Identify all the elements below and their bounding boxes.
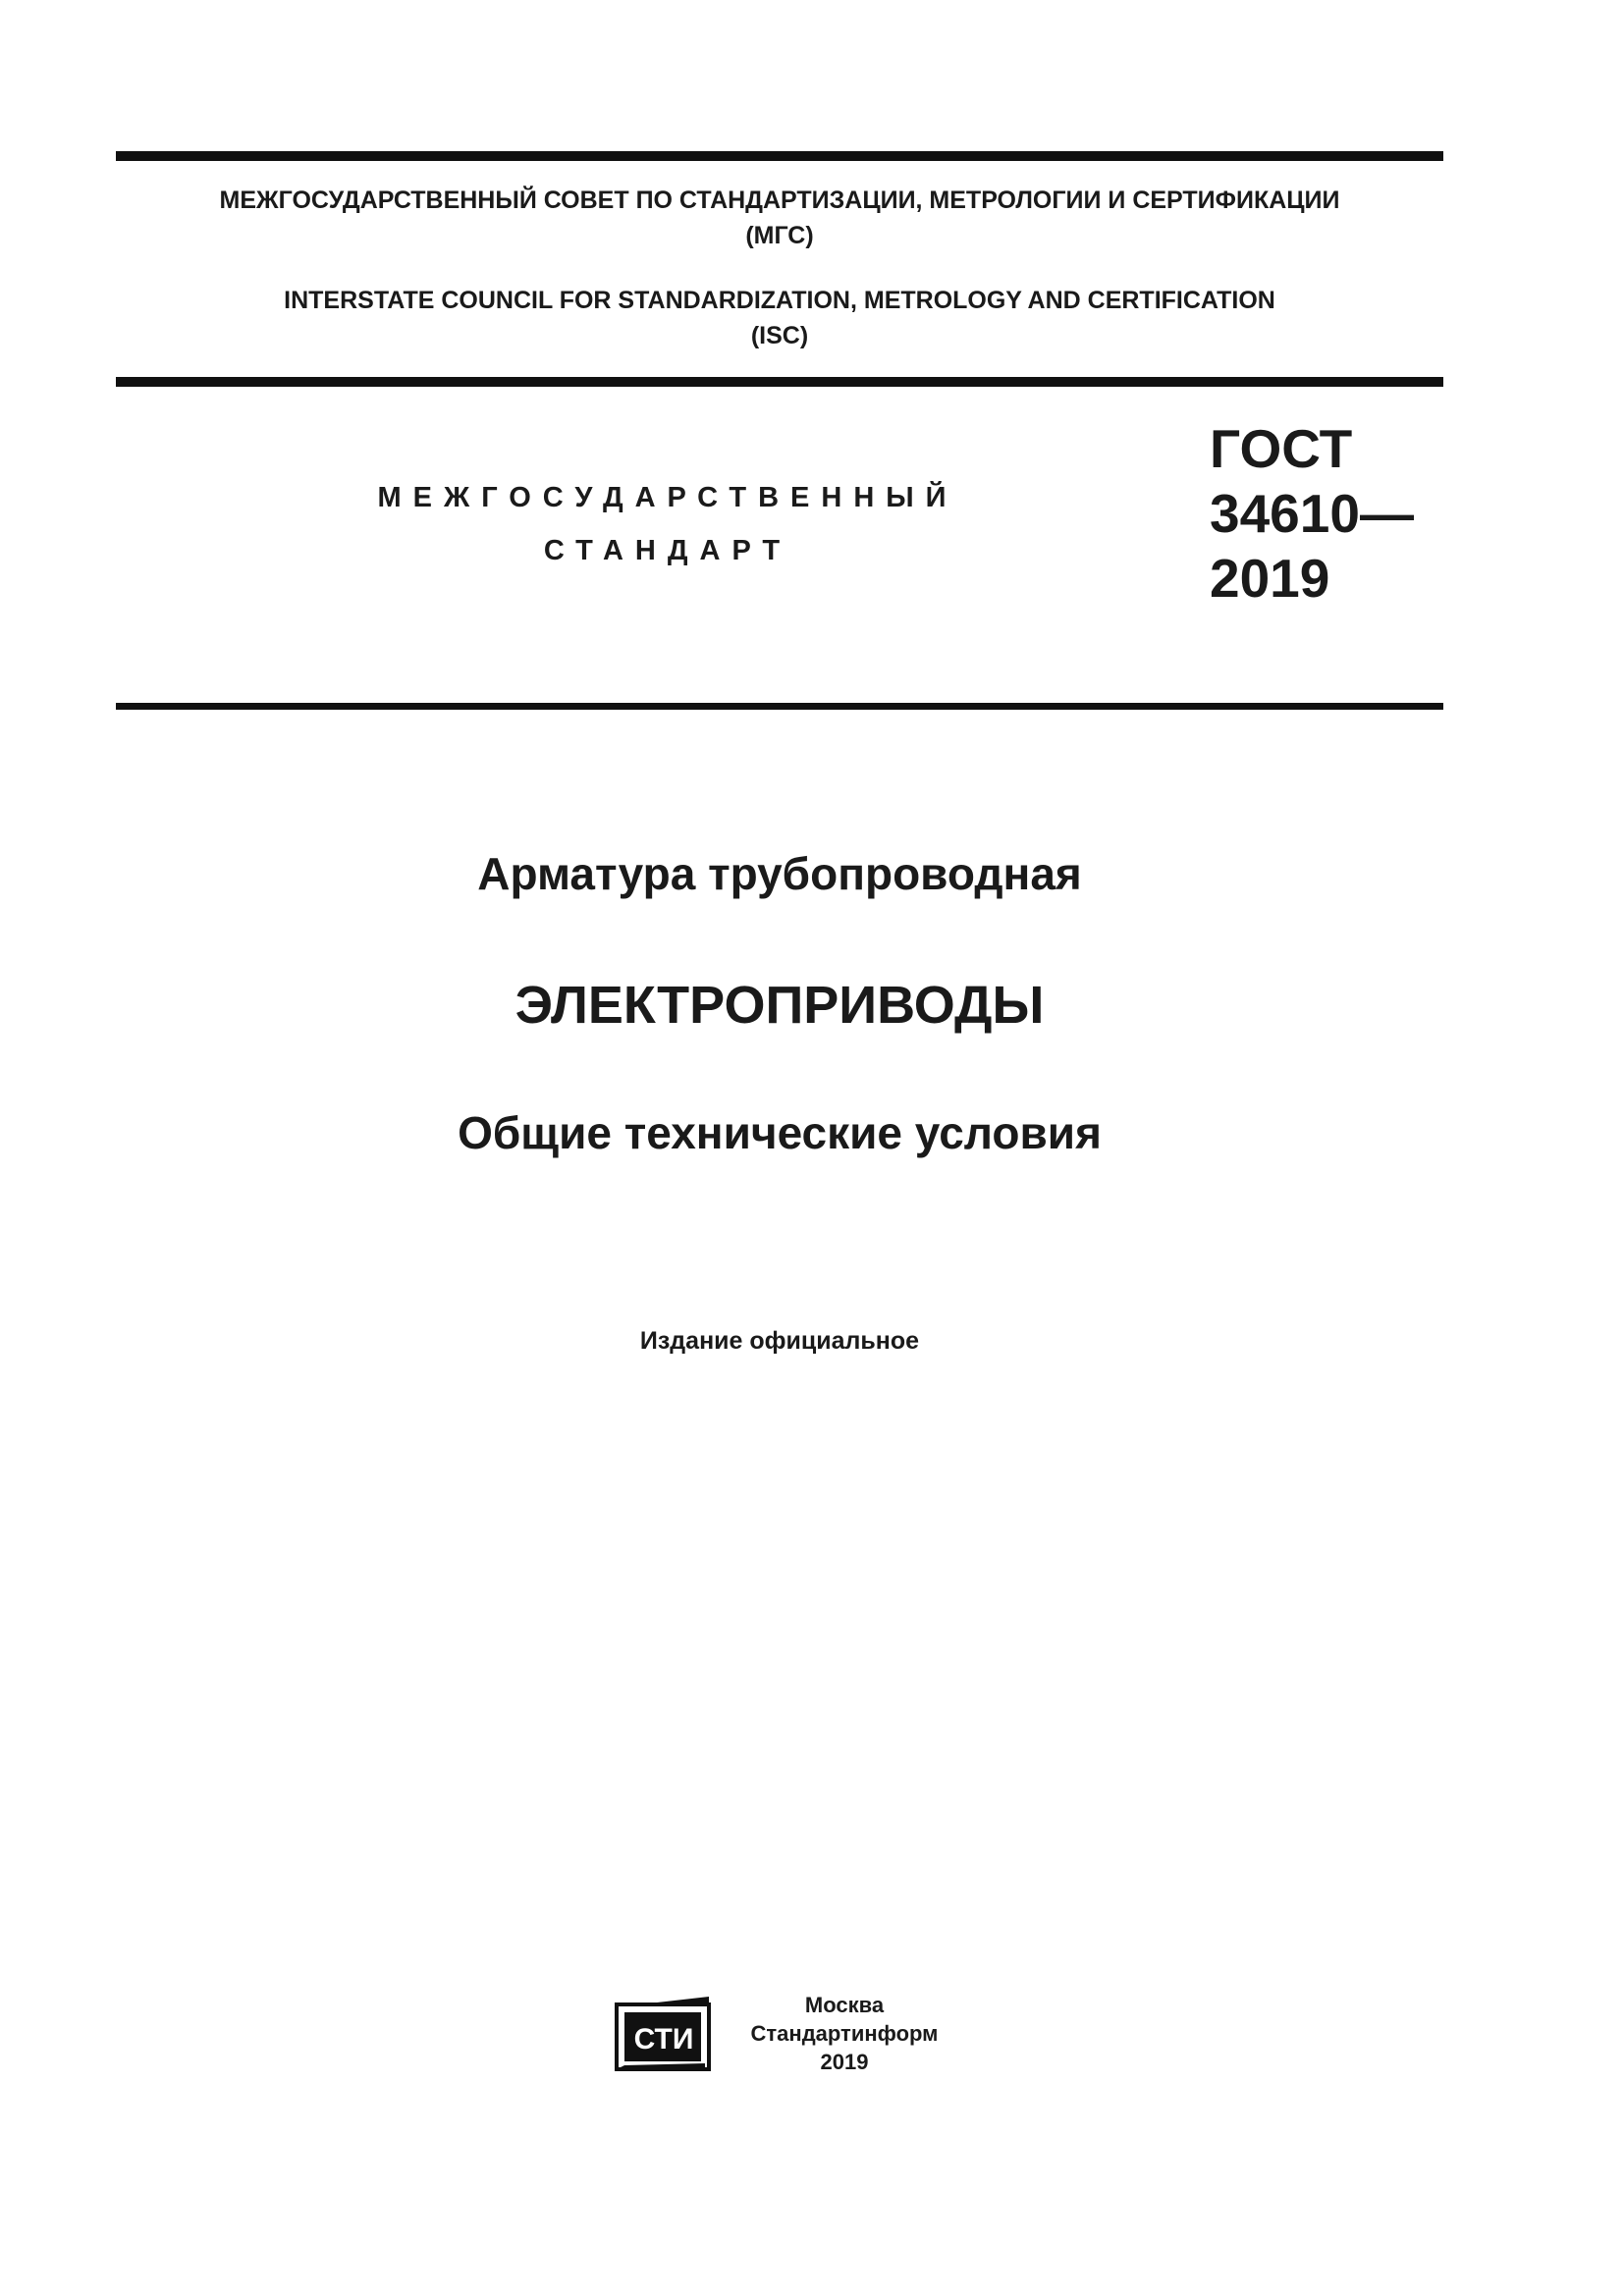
top-rule — [116, 151, 1443, 161]
standard-type-line2: СТАНДАРТ — [543, 535, 792, 566]
council-ru-line1: МЕЖГОСУДАРСТВЕННЫЙ СОВЕТ ПО СТАНДАРТИЗАЦИИ, МЕТРОЛОГИИ И СЕРТИФИКАЦИИ — [219, 187, 1340, 214]
designation-line1: ГОСТ — [1210, 418, 1353, 479]
publisher-name: Стандартинформ — [750, 2021, 939, 2046]
publisher-year: 2019 — [820, 2050, 869, 2074]
council-en-abbr: (ISC) — [750, 322, 809, 349]
publisher-block — [727, 1991, 962, 2076]
standard-type — [295, 471, 1041, 577]
header-bottom-rule — [116, 377, 1443, 387]
council-name-en — [116, 283, 1443, 353]
standartinform-logo-icon — [615, 1995, 711, 2071]
council-name-ru — [116, 183, 1443, 253]
council-en-line1: INTERSTATE COUNCIL FOR STANDARDIZATION, METROLOGY AND CERTIFICATION — [284, 287, 1275, 314]
council-ru-abbr: (МГС) — [745, 222, 814, 249]
document-title-line2: ЭЛЕКТРОПРИВОДЫ — [514, 976, 1045, 1035]
standard-type-line1: МЕЖГОСУДАРСТВЕННЫЙ — [377, 482, 958, 513]
document-title-line1: Арматура трубопроводная — [477, 848, 1082, 899]
document-title-line3: Общие технические условия — [458, 1107, 1102, 1158]
designation-line3: 2019 — [1210, 548, 1330, 609]
publisher-city: Москва — [804, 1993, 885, 2017]
designation-bottom-rule — [116, 703, 1443, 710]
designation-line2: 34610— — [1210, 483, 1414, 544]
standard-designation — [1210, 416, 1414, 611]
edition-label: Издание официальное — [639, 1327, 920, 1355]
logo-text: СТИ — [633, 2023, 694, 2056]
